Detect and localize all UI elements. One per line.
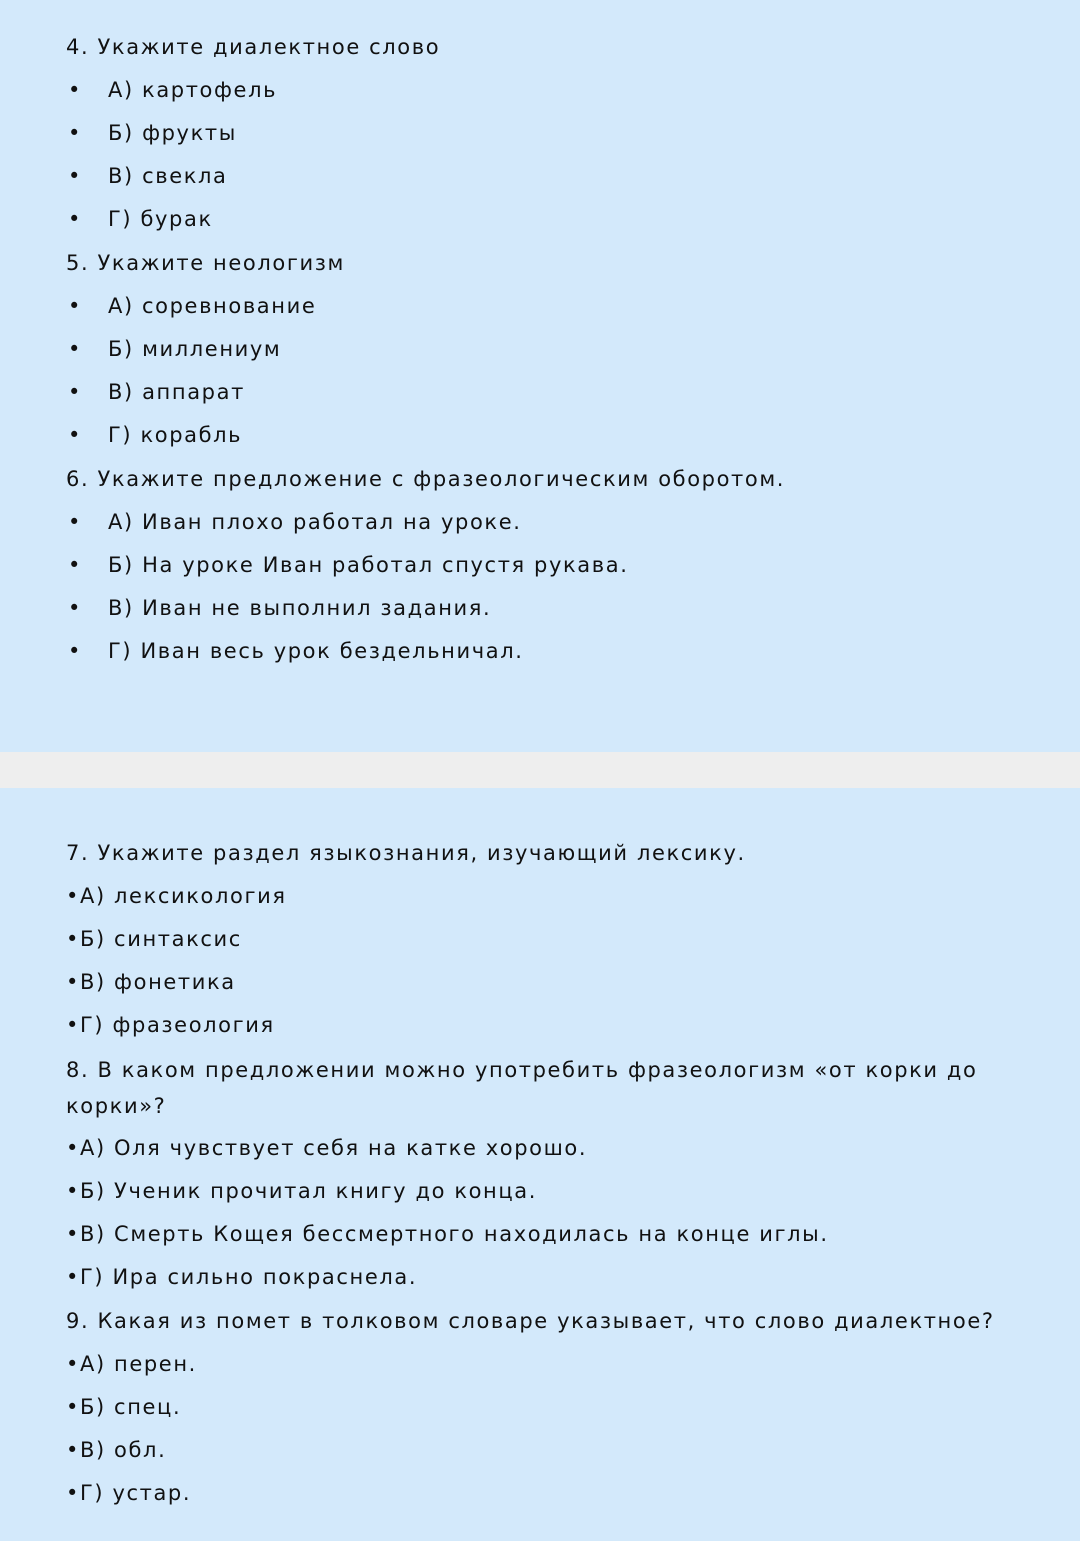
question-9-option-d: •Г) устар. xyxy=(66,1481,192,1505)
question-7-option-d: •Г) фразеология xyxy=(66,1013,275,1037)
question-8-option-a: •А) Оля чувствует себя на катке хорошо. xyxy=(66,1136,588,1160)
question-9-option-c: •В) обл. xyxy=(66,1438,167,1462)
bullet-icon: • xyxy=(68,596,82,620)
bullet-icon: • xyxy=(68,121,82,145)
question-9-option-b: •Б) спец. xyxy=(66,1395,182,1419)
question-6-option-c: • В) Иван не выполнил задания. xyxy=(68,593,491,623)
bullet-icon: • xyxy=(68,423,82,447)
question-8-option-d: •Г) Ира сильно покраснела. xyxy=(66,1265,418,1289)
question-4-option-b: • Б) фрукты xyxy=(68,118,237,148)
question-7-title: 7. Укажите раздел языкознания, изучающий лексику. xyxy=(66,841,746,865)
quiz-card-2 xyxy=(0,788,1080,1541)
question-7-option-b: •Б) синтаксис xyxy=(66,927,242,951)
question-9-title: 9. Какая из помет в толковом словаре указывает, что слово диалектное? xyxy=(66,1309,995,1333)
bullet-icon: • xyxy=(68,294,82,318)
question-5-option-d: • Г) корабль xyxy=(68,420,242,450)
quiz-card-1 xyxy=(0,0,1080,752)
question-8-option-c: •В) Смерть Кощея бессмертного находилась на конце иглы. xyxy=(66,1222,829,1246)
question-8-title: 8. В каком предложении можно употребить фразеологизм «от корки до корки»? xyxy=(66,1058,978,1118)
question-6-option-b: • Б) На уроке Иван работал спустя рукава. xyxy=(68,550,628,580)
bullet-icon: • xyxy=(68,337,82,361)
question-4-option-d: • Г) бурак xyxy=(68,204,213,234)
question-6-option-a: • А) Иван плохо работал на уроке. xyxy=(68,507,522,537)
question-4-option-a: • А) картофель xyxy=(68,75,277,105)
question-6-title: 6. Укажите предложение с фразеологическим оборотом. xyxy=(66,467,786,491)
bullet-icon: • xyxy=(68,164,82,188)
question-4-title: 4. Укажите диалектное слово xyxy=(66,35,441,59)
bullet-icon: • xyxy=(68,510,82,534)
question-5-option-c: • В) аппарат xyxy=(68,377,245,407)
question-7-option-a: •А) лексикология xyxy=(66,884,287,908)
question-5-option-a: • А) соревнование xyxy=(68,291,316,321)
question-6-option-d: • Г) Иван весь урок бездельничал. xyxy=(68,636,524,666)
question-7-option-c: •В) фонетика xyxy=(66,970,236,994)
bullet-icon: • xyxy=(68,207,82,231)
bullet-icon: • xyxy=(68,639,82,663)
question-8-option-b: •Б) Ученик прочитал книгу до конца. xyxy=(66,1179,538,1203)
bullet-icon: • xyxy=(68,78,82,102)
question-4-option-c: • В) свекла xyxy=(68,161,228,191)
question-5-title: 5. Укажите неологизм xyxy=(66,251,345,275)
bullet-icon: • xyxy=(68,380,82,404)
question-9-option-a: •А) перен. xyxy=(66,1352,197,1376)
bullet-icon: • xyxy=(68,553,82,577)
question-5-option-b: • Б) миллениум xyxy=(68,334,281,364)
